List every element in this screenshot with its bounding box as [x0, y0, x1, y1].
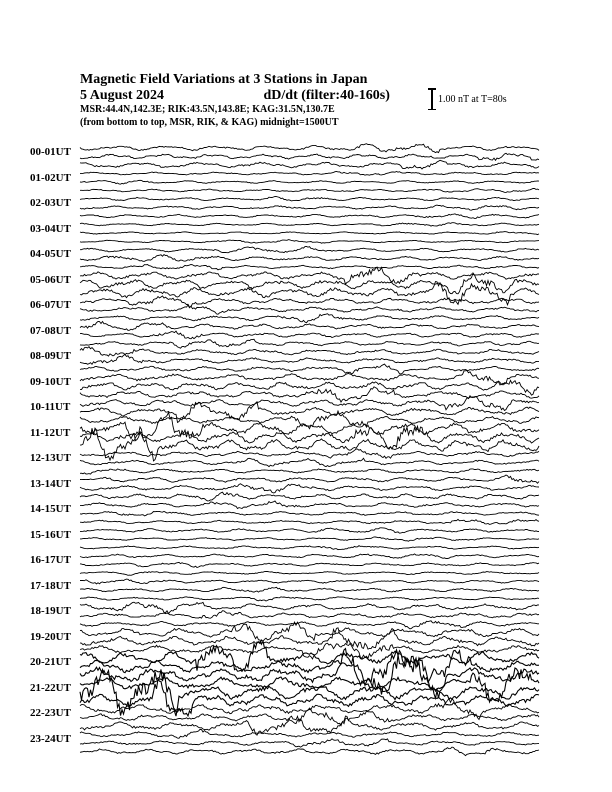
trace-MSR-23-24UT: [80, 729, 539, 738]
trace-MSR-03-04UT: [80, 223, 539, 226]
trace-RIK-11-12UT: [80, 426, 539, 449]
trace-RIK-04-05UT: [80, 255, 539, 262]
chart-date: 5 August 2024: [80, 88, 165, 103]
hour-label-02-03UT: 02-03UT: [30, 197, 71, 209]
trace-KAG-23-24UT: [80, 747, 539, 756]
trace-KAG-02-03UT: [80, 214, 539, 219]
hour-label-10-11UT: 10-11UT: [30, 401, 71, 413]
hour-label-08-09UT: 08-09UT: [30, 350, 71, 362]
trace-RIK-18-19UT: [80, 611, 539, 619]
trace-MSR-18-19UT: [80, 602, 539, 613]
hour-label-16-17UT: 16-17UT: [30, 554, 71, 566]
trace-RIK-02-03UT: [80, 205, 539, 210]
hour-label-13-14UT: 13-14UT: [30, 477, 71, 490]
hour-label-17-18UT: 17-18UT: [30, 579, 71, 592]
scale-label: 1.00 nT at T=80s: [438, 94, 507, 105]
trace-MSR-14-15UT: [80, 501, 539, 509]
hour-label-20-21UT: 20-21UT: [30, 656, 71, 668]
hour-label-11-12UT: 11-12UT: [30, 426, 71, 439]
trace-MSR-13-14UT: [80, 475, 539, 483]
trace-KAG-05-06UT: [80, 282, 539, 305]
trace-RIK-07-08UT: [80, 331, 539, 339]
trace-RIK-12-13UT: [80, 458, 539, 466]
hour-label-12-13UT: 12-13UT: [30, 452, 71, 464]
trace-MSR-05-06UT: [80, 267, 539, 284]
trace-KAG-14-15UT: [80, 519, 539, 524]
hour-label-19-20UT: 19-20UT: [30, 630, 71, 643]
trace-RIK-16-17UT: [80, 562, 539, 567]
hour-label-07-08UT: 07-08UT: [30, 324, 71, 337]
trace-RIK-13-14UT: [80, 484, 539, 493]
trace-KAG-13-14UT: [80, 492, 539, 501]
station-coordinates: MSR:44.4N,142.3E; RIK:43.5N,143.8E; KAG:31.5N,130.7E: [80, 104, 335, 115]
trace-KAG-15-16UT: [80, 546, 539, 550]
trace-RIK-01-02UT: [80, 180, 539, 184]
trace-MSR-09-10UT: [80, 371, 539, 386]
trace-MSR-06-07UT: [80, 296, 539, 307]
station-order-note: (from bottom to top, MSR, RIK, & KAG) midnight=1500UT: [80, 117, 339, 128]
trace-RIK-23-24UT: [80, 739, 539, 747]
trace-MSR-16-17UT: [80, 554, 539, 559]
date-and-quantity: [80, 88, 390, 104]
chart-title: Magnetic Field Variations at 3 Stations in Japan: [80, 72, 368, 87]
trace-MSR-00-01UT: [80, 144, 539, 153]
trace-MSR-15-16UT: [80, 528, 539, 533]
trace-RIK-00-01UT: [80, 153, 539, 160]
hour-label-15-16UT: 15-16UT: [30, 528, 71, 541]
trace-KAG-16-17UT: [80, 572, 539, 576]
hour-label-01-02UT: 01-02UT: [30, 171, 71, 184]
trace-KAG-12-13UT: [80, 469, 539, 474]
trace-KAG-17-18UT: [80, 597, 539, 601]
scale-bar: [431, 88, 433, 110]
trace-KAG-00-01UT: [80, 160, 539, 169]
trace-KAG-03-04UT: [80, 240, 539, 244]
hour-label-14-15UT: 14-15UT: [30, 503, 71, 515]
trace-RIK-15-16UT: [80, 537, 539, 541]
trace-RIK-03-04UT: [80, 232, 539, 235]
trace-MSR-04-05UT: [80, 247, 539, 253]
trace-KAG-07-08UT: [80, 339, 539, 348]
hour-label-00-01UT: 00-01UT: [30, 146, 71, 158]
hour-label-18-19UT: 18-19UT: [30, 605, 71, 617]
hour-label-06-07UT: 06-07UT: [30, 299, 71, 311]
trace-KAG-09-10UT: [80, 387, 539, 402]
trace-MSR-02-03UT: [80, 197, 539, 201]
trace-MSR-17-18UT: [80, 579, 539, 584]
hour-label-09-10UT: 09-10UT: [30, 375, 71, 388]
trace-MSR-01-02UT: [80, 172, 539, 176]
trace-KAG-22-23UT: [80, 716, 539, 735]
hour-label-04-05UT: 04-05UT: [30, 248, 71, 260]
trace-KAG-18-19UT: [80, 621, 539, 629]
trace-RIK-06-07UT: [80, 305, 539, 314]
hour-label-05-06UT: 05-06UT: [30, 273, 71, 286]
trace-KAG-01-02UT: [80, 189, 539, 193]
trace-KAG-06-07UT: [80, 314, 539, 323]
trace-RIK-17-18UT: [80, 587, 539, 592]
hour-label-22-23UT: 22-23UT: [30, 707, 71, 719]
trace-RIK-08-09UT: [80, 355, 539, 365]
trace-MSR-08-09UT: [80, 347, 539, 356]
chart-quantity: dD/dt (filter:40-160s): [263, 88, 390, 103]
trace-RIK-14-15UT: [80, 511, 539, 516]
hour-label-21-22UT: 21-22UT: [30, 681, 71, 694]
hour-label-03-04UT: 03-04UT: [30, 222, 71, 235]
trace-MSR-07-08UT: [80, 322, 539, 331]
trace-KAG-04-05UT: [80, 265, 539, 270]
hour-label-23-24UT: 23-24UT: [30, 732, 71, 745]
trace-KAG-19-20UT: [80, 643, 539, 659]
